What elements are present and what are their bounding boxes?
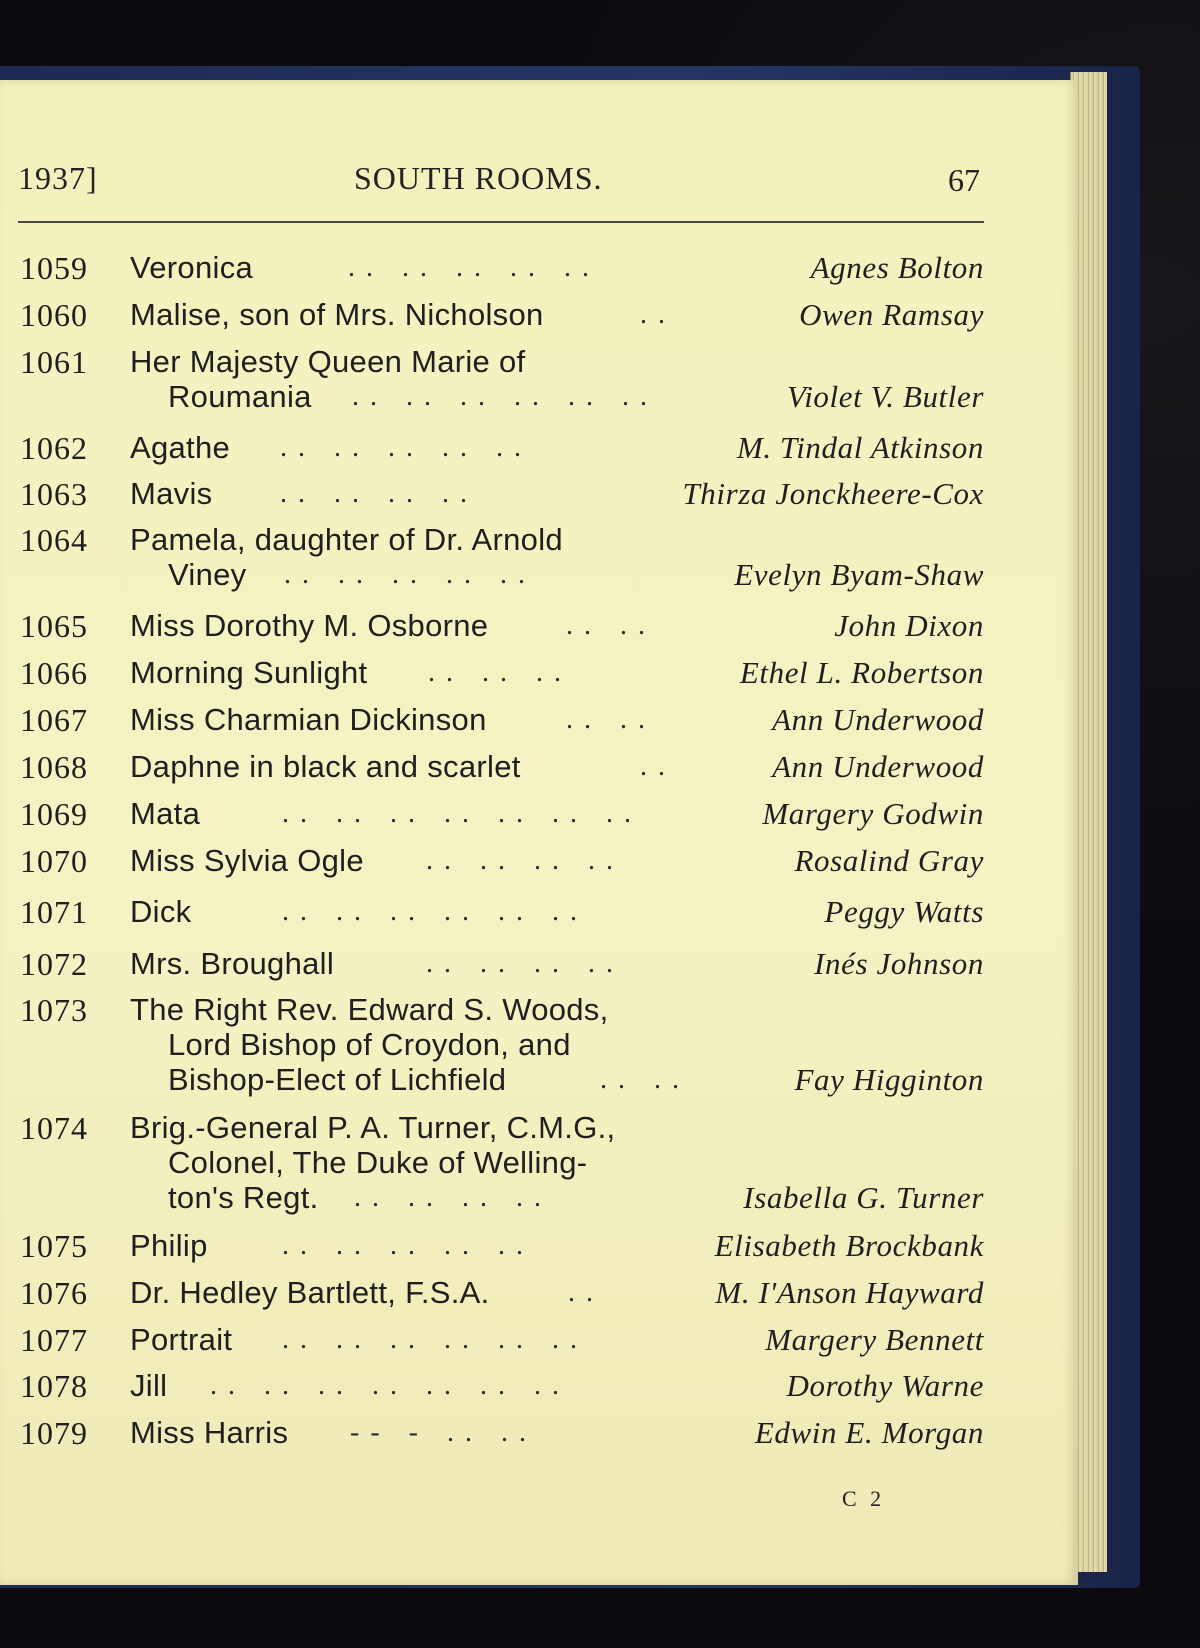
entry-number: 1069: [20, 796, 88, 832]
artist-name: Thirza Jonckheere-Cox: [682, 476, 984, 511]
entry-title-line: Dick: [130, 894, 192, 929]
catalogue-entry: [0, 1368, 1000, 1409]
dot-leader: . . . . . . . . . .: [282, 1230, 525, 1261]
artist-name: Agnes Bolton: [810, 250, 984, 285]
entry-number: 1066: [20, 655, 88, 691]
running-head-year: 1937]: [18, 160, 98, 196]
entry-title-line: Miss Harris: [130, 1415, 289, 1450]
artist-name: Dorothy Warne: [786, 1368, 984, 1403]
entry-number: 1070: [20, 843, 88, 879]
entry-title-line: Mata: [130, 796, 201, 831]
entry-title-line: Malise, son of Mrs. Nicholson: [130, 297, 544, 332]
entry-title-line: Agathe: [130, 430, 231, 465]
dot-leader: . . . . . . . .: [426, 948, 615, 979]
entry-number: 1077: [20, 1322, 88, 1358]
artist-name: Peggy Watts: [824, 894, 984, 929]
entry-title-line: Miss Sylvia Ogle: [130, 843, 364, 878]
artist-name: Inés Johnson: [814, 946, 984, 981]
dot-leader: . . . .: [566, 610, 647, 641]
catalogue-entry: [0, 250, 1000, 291]
entry-number: 1068: [20, 749, 88, 785]
artist-name: Ann Underwood: [772, 749, 984, 784]
entry-number: 1079: [20, 1415, 88, 1451]
entry-number: 1063: [20, 476, 88, 512]
dot-leader: . .: [640, 299, 667, 330]
entry-number: 1073: [20, 992, 88, 1028]
entry-title-line: Mrs. Broughall: [130, 946, 335, 981]
entry-title-line: Miss Dorothy M. Osborne: [130, 608, 489, 643]
dot-leader: - - - . . . .: [350, 1417, 528, 1448]
catalogue-entry: [0, 522, 1000, 598]
catalogue-entry: [0, 297, 1000, 338]
entry-title-line: Pamela, daughter of Dr. Arnold: [130, 522, 563, 557]
catalogue-entry: [0, 796, 1000, 837]
catalogue-entry: [0, 843, 1000, 884]
catalogue-entry: [0, 702, 1000, 743]
artist-name: Rosalind Gray: [794, 843, 984, 878]
catalogue-entry: [0, 1275, 1000, 1316]
entry-number: 1071: [20, 894, 88, 930]
entry-number: 1074: [20, 1110, 88, 1146]
entry-title-line: Miss Charmian Dickinson: [130, 702, 487, 737]
entry-title-line: Portrait: [130, 1322, 233, 1357]
catalogue-entry: [0, 1110, 1000, 1221]
entry-number: 1078: [20, 1368, 88, 1404]
catalogue-entry: [0, 894, 1000, 935]
entry-title-line: The Right Rev. Edward S. Woods,: [130, 992, 609, 1027]
entry-title-line: Lord Bishop of Croydon, and: [168, 1027, 571, 1062]
artist-name: John Dixon: [834, 608, 984, 643]
catalogue-entry: [0, 946, 1000, 987]
dot-leader: . . . . . . . . . . . .: [352, 381, 649, 412]
artist-name: Margery Godwin: [762, 796, 984, 831]
entry-number: 1059: [20, 250, 88, 286]
entry-number: 1061: [20, 344, 88, 380]
artist-name: Elisabeth Brockbank: [714, 1228, 984, 1263]
artist-name: Owen Ramsay: [799, 297, 984, 332]
catalogue-entry: [0, 344, 1000, 420]
entry-number: 1065: [20, 608, 88, 644]
signature-mark: C 2: [842, 1486, 886, 1511]
entry-number: 1062: [20, 430, 88, 466]
catalogue-entry: [0, 749, 1000, 790]
catalogue-entry: [0, 476, 1000, 517]
entry-title-line: Roumania: [168, 379, 312, 414]
dot-leader: . . . . . . . . . . . . . .: [282, 798, 633, 829]
dot-leader: . . . . . . . .: [354, 1182, 543, 1213]
artist-name: Violet V. Butler: [786, 379, 984, 414]
dot-leader: . . . .: [600, 1064, 681, 1095]
entry-title-line: Viney: [168, 557, 247, 592]
catalogue-entry: [0, 1415, 1000, 1456]
dot-leader: . . . .: [566, 704, 647, 735]
artist-name: Evelyn Byam-Shaw: [734, 557, 984, 592]
dot-leader: . . . . . . . . . . . . . .: [210, 1370, 561, 1401]
artist-name: Edwin E. Morgan: [754, 1415, 984, 1450]
entry-title-line: Bishop-Elect of Lichfield: [168, 1062, 507, 1097]
dot-leader: . . . . . . . . . .: [348, 252, 591, 283]
entry-title-line: Mavis: [130, 476, 213, 511]
entry-number: 1072: [20, 946, 88, 982]
entry-number: 1075: [20, 1228, 88, 1264]
page-number: 67: [948, 162, 980, 198]
artist-name: Ann Underwood: [772, 702, 984, 737]
catalogue-entry: [0, 655, 1000, 696]
artist-name: Fay Higginton: [794, 1062, 984, 1097]
dot-leader: . . . . . . . .: [426, 845, 615, 876]
catalogue-entry: [0, 1322, 1000, 1363]
dot-leader: . . . . . .: [428, 657, 563, 688]
entry-title-line: Brig.-General P. A. Turner, C.M.G.,: [130, 1110, 616, 1145]
entry-title-line: Daphne in black and scarlet: [130, 749, 521, 784]
dot-leader: . . . . . . . . . . . .: [282, 1324, 579, 1355]
entry-number: 1076: [20, 1275, 88, 1311]
entry-title-line: ton's Regt.: [168, 1180, 319, 1215]
entry-number: 1060: [20, 297, 88, 333]
entry-title-line: Her Majesty Queen Marie of: [130, 344, 526, 379]
entry-number: 1064: [20, 522, 88, 558]
dot-leader: . . . . . . . . . .: [280, 432, 523, 463]
entry-number: 1067: [20, 702, 88, 738]
entry-title-line: Jill: [130, 1368, 168, 1403]
catalogue-entry: [0, 992, 1000, 1103]
artist-name: Ethel L. Robertson: [739, 655, 984, 690]
entry-title-line: Colonel, The Duke of Welling-: [168, 1145, 588, 1180]
entry-title-line: Morning Sunlight: [130, 655, 368, 690]
dot-leader: . . . . . . . .: [280, 478, 469, 509]
entry-title-line: Veronica: [130, 250, 254, 285]
dot-leader: . . . . . . . . . . . .: [282, 896, 579, 927]
dot-leader: . .: [568, 1277, 595, 1308]
artist-name: M. I'Anson Hayward: [715, 1275, 984, 1310]
catalogue-entry: [0, 608, 1000, 649]
catalogue-entry: [0, 430, 1000, 471]
running-head-title: SOUTH ROOMS.: [354, 160, 603, 196]
catalogue-entry: [0, 1228, 1000, 1269]
dot-leader: . . . . . . . . . .: [284, 559, 527, 590]
header-rule: [18, 221, 984, 223]
running-head: [0, 160, 1000, 204]
artist-name: M. Tindal Atkinson: [736, 430, 984, 465]
entry-title-line: Philip: [130, 1228, 208, 1263]
dot-leader: . .: [640, 751, 667, 782]
artist-name: Isabella G. Turner: [743, 1180, 984, 1215]
artist-name: Margery Bennett: [765, 1322, 984, 1357]
entry-title-line: Dr. Hedley Bartlett, F.S.A.: [130, 1275, 490, 1310]
